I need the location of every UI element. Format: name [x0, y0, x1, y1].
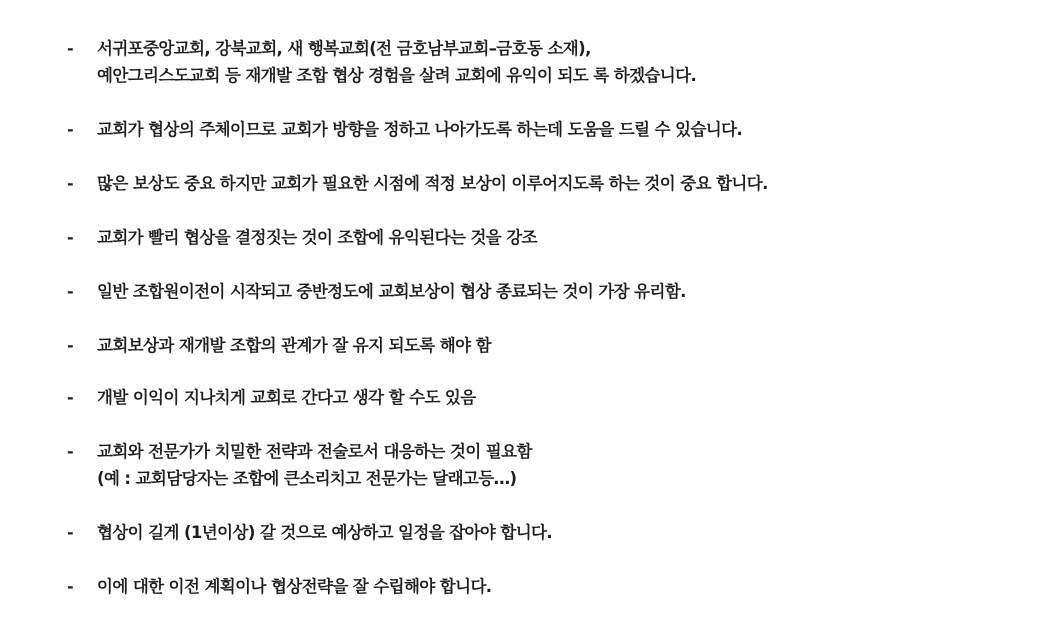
bullet-text: 이에 대한 이전 계획이나 협상전략을 잘 수립해야 합니다.	[97, 577, 492, 596]
bullet-dash: -	[67, 388, 74, 407]
bullet-dash: -	[67, 120, 74, 139]
bullet-dash: -	[67, 174, 74, 193]
bullet-text: 교회와 전문가가 치밀한 전략과 전술로서 대응하는 것이 필요함	[97, 442, 532, 461]
bullet-text: 교회보상과 재개발 조합의 관계가 잘 유지 되도록 해야 함	[97, 336, 491, 355]
bullet-text: 개발 이익이 지나치게 교회로 간다고 생각 할 수도 있음	[97, 388, 476, 407]
bullet-text-continued: 예안그리스도교회 등 재개발 조합 협상 경험을 살려 교회에 유익이 되도 록 하겠습니다.	[97, 66, 697, 85]
bullet-dash: -	[67, 282, 74, 301]
bullet-dash: -	[67, 39, 74, 58]
bullet-text: 많은 보상도 중요 하지만 교회가 필요한 시점에 적정 보상이 이루어지도록 하는 것이 중요 합니다.	[97, 174, 768, 193]
bullet-text: 서귀포중앙교회, 강북교회, 새 행복교회(전 금호남부교회–금호동 소재),	[97, 39, 591, 58]
bullet-dash: -	[67, 523, 74, 542]
bullet-text: 일반 조합원이전이 시작되고 중반정도에 교회보상이 협상 종료되는 것이 가장 유리함.	[97, 282, 686, 301]
bullet-text: 교회가 협상의 주체이므로 교회가 방향을 정하고 나아가도록 하는데 도움을 드릴 수 있습니다.	[97, 120, 743, 139]
bullet-text: 협상이 길게 (1년이상) 갈 것으로 예상하고 일정을 잡아야 합니다.	[97, 523, 553, 542]
bullet-dash: -	[67, 336, 74, 355]
bullet-dash: -	[67, 228, 74, 247]
bullet-text-continued: (예 : 교회담당자는 조합에 큰소리치고 전문가는 달래고등…)	[97, 469, 517, 488]
bullet-dash: -	[67, 577, 74, 596]
bullet-text: 교회가 빨리 협상을 결정짓는 것이 조합에 유익된다는 것을 강조	[97, 228, 537, 247]
bullet-dash: -	[67, 442, 74, 461]
